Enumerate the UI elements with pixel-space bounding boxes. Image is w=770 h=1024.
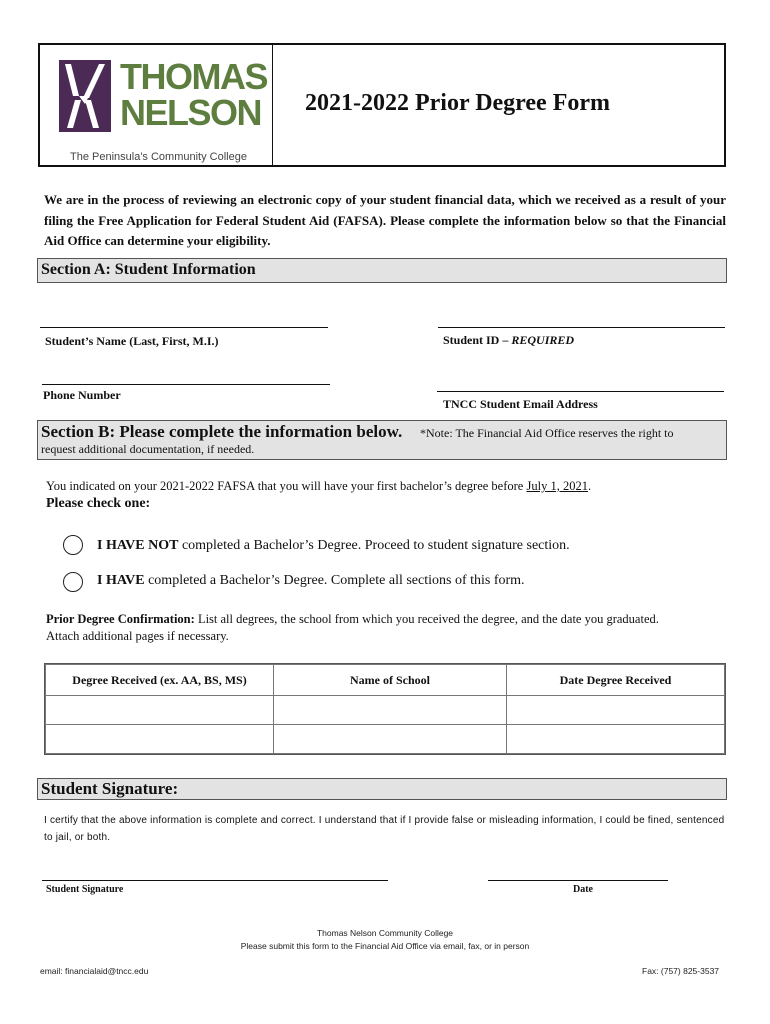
signature-label: Student Signature	[46, 884, 124, 895]
confirmation-bold: Prior Degree Confirmation:	[46, 612, 195, 626]
section-a-title: Section A: Student Information	[41, 261, 256, 278]
table-header-row	[46, 665, 725, 696]
date-field[interactable]	[488, 880, 668, 881]
logo-mark-icon	[59, 60, 111, 132]
prior-degree-confirmation	[46, 612, 659, 627]
table-header-school: Name of School	[274, 665, 507, 696]
signature-field[interactable]	[42, 880, 388, 881]
logo-word-nelson: NELSON	[120, 92, 262, 133]
table-header-degree: Degree Received (ex. AA, BS, MS)	[46, 665, 274, 696]
degree-table	[44, 663, 726, 755]
student-id-field[interactable]	[438, 327, 725, 328]
student-id-label-text: Student ID –	[443, 333, 512, 347]
school-cell[interactable]	[274, 725, 507, 754]
table-row	[46, 725, 725, 754]
intro-paragraph: We are in the process of reviewing an electronic copy of your student financial data, which we received as a result of your filing the Free Application for Federal Student Aid (FAFSA). Please complete the information below so that the Financial Aid Office can determine your eligibility.	[44, 192, 726, 248]
student-name-field[interactable]	[40, 327, 328, 328]
completed-radio[interactable]	[63, 572, 83, 592]
not-completed-radio[interactable]	[63, 535, 83, 555]
section-b-note-continued: request additional documentation, if needed.	[41, 442, 255, 456]
form-title: 2021-2022 Prior Degree Form	[305, 90, 611, 116]
degree-cell[interactable]	[46, 725, 274, 754]
completed-bold: I HAVE	[97, 573, 145, 588]
table-row	[46, 696, 725, 725]
logo-tagline: The Peninsula's Community College	[70, 151, 247, 163]
date-cell[interactable]	[507, 696, 725, 725]
school-cell[interactable]	[274, 696, 507, 725]
completed-text: completed a Bachelor’s Degree. Complete all sections of this form.	[144, 573, 525, 588]
fafsa-indication	[46, 479, 591, 494]
footer-fax: Fax: (757) 825-3537	[642, 966, 720, 976]
date-label: Date	[573, 884, 593, 895]
table-header-date: Date Degree Received	[507, 665, 725, 696]
footer-submit-instructions: Please submit this form to the Financial Aid Office via email, fax, or in person	[240, 941, 530, 951]
email-field[interactable]	[437, 391, 724, 392]
not-completed-bold: I HAVE NOT	[97, 538, 179, 553]
college-logo	[40, 45, 272, 165]
phone-field[interactable]	[42, 384, 330, 385]
degree-cell[interactable]	[46, 696, 274, 725]
not-completed-text: completed a Bachelor’s Degree. Proceed to student signature section.	[178, 538, 570, 553]
signature-section-title: Student Signature:	[41, 779, 179, 798]
check-one-label: Please check one:	[46, 496, 151, 511]
footer-college: Thomas Nelson Community College	[316, 928, 454, 938]
student-id-required: REQUIRED	[511, 333, 575, 347]
confirmation-line2: Attach additional pages if necessary.	[46, 629, 229, 643]
header-divider	[272, 45, 273, 165]
logo-word-thomas: THOMAS	[120, 56, 267, 97]
confirmation-text: List all degrees, the school from which you received the degree, and the date you graduated.	[194, 612, 659, 626]
phone-label: Phone Number	[43, 388, 121, 402]
deadline-date: July 1, 2021	[526, 479, 588, 493]
email-label: TNCC Student Email Address	[443, 397, 598, 411]
footer-email[interactable]: email: financialaid@tncc.edu	[40, 966, 149, 976]
section-b-note: *Note: The Financial Aid Office reserves the right to	[420, 426, 674, 440]
completed-option	[97, 573, 525, 589]
student-name-label: Student’s Name (Last, First, M.I.)	[45, 334, 219, 348]
section-b-title: Section B: Please complete the information below.	[41, 422, 403, 441]
fafsa-indication-text: You indicated on your 2021-2022 FAFSA that you will have your first bachelor’s degree before	[46, 479, 527, 493]
student-id-label	[443, 333, 574, 348]
fafsa-indication-end: .	[587, 479, 592, 493]
date-cell[interactable]	[507, 725, 725, 754]
not-completed-option	[97, 538, 570, 554]
certification-text: I certify that the above information is complete and correct. I understand that if I provide false or misleading information, I could be fined, sentenced to jail, or both.	[44, 815, 725, 843]
